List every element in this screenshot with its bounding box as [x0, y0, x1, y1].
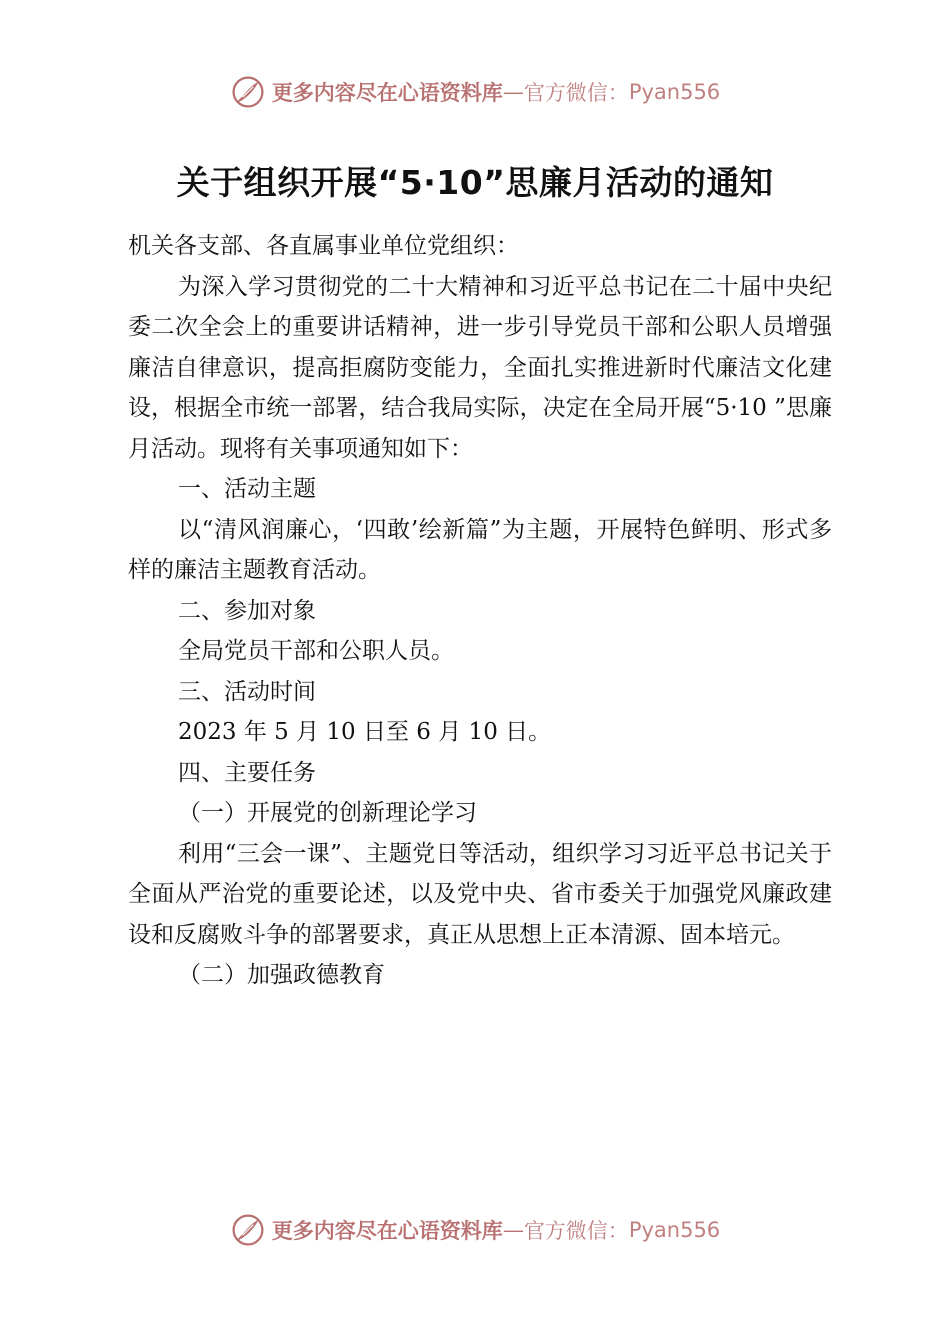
section-body-participants: 全局党员干部和公职人员。: [178, 638, 454, 664]
feather-quill-logo-icon: [230, 74, 266, 110]
salutation: 机关各支部、各直属事业单位党组织：: [128, 233, 519, 259]
section-heading-time: 三、活动时间: [178, 678, 316, 705]
feather-quill-logo-icon: [230, 1212, 266, 1248]
watermark-sub-text: 官方微信：: [523, 1219, 629, 1243]
watermark-sub-text: 官方微信：: [523, 81, 629, 105]
task-body-theory: 利用“三会一课”、主题党日等活动，组织学习习近平总书记关于全面从严治党的重要论述，以及党中央、省市委关于加强党风廉政建设和反腐败斗争的部署要求，真正从思想上正本清源、固本培元。: [128, 840, 832, 948]
watermark-id: Pyan556: [628, 1218, 721, 1242]
intro-paragraph: 为深入学习贯彻党的二十大精神和习近平总书记在二十届中央纪委二次全会上的重要讲话精神，进一步引导党员干部和公职人员增强廉洁自律意识，提高拒腐防变能力，全面扎实推进新时代廉洁文化建设，根据全市统一部署，结合我局实际，决定在全局开展“5·10 ”思廉月活动。现将有关事项通知如下：: [128, 273, 832, 462]
watermark-dash: —: [502, 1218, 524, 1242]
section-body-theme: 以“清风润廉心，‘四敢’绘新篇”为主题，开展特色鲜明、形式多样的廉洁主题教育活动。: [128, 516, 832, 583]
task-heading-theory: （一）开展党的创新理论学习: [178, 800, 477, 826]
watermark-main-text: 更多内容尽在心语资料库: [271, 1218, 503, 1243]
header-watermark: [0, 72, 950, 112]
section-heading-theme: 一、活动主题: [178, 476, 316, 502]
section-body-time: 2023 年 5 月 10 日至 6 月 10 日。: [178, 719, 552, 745]
section-heading-tasks: 四、主要任务: [178, 759, 316, 786]
watermark-main-text: 更多内容尽在心语资料库: [271, 80, 503, 105]
watermark-dash: —: [502, 80, 524, 104]
document-title: 关于组织开展“5·10”思廉月活动的通知: [176, 163, 774, 202]
watermark-id: Pyan556: [628, 80, 721, 104]
task-heading-ethics: （二）加强政德教育: [178, 962, 385, 988]
section-heading-participants: 二、参加对象: [178, 597, 316, 624]
document-body: [128, 226, 832, 996]
footer-watermark: [0, 1210, 950, 1250]
